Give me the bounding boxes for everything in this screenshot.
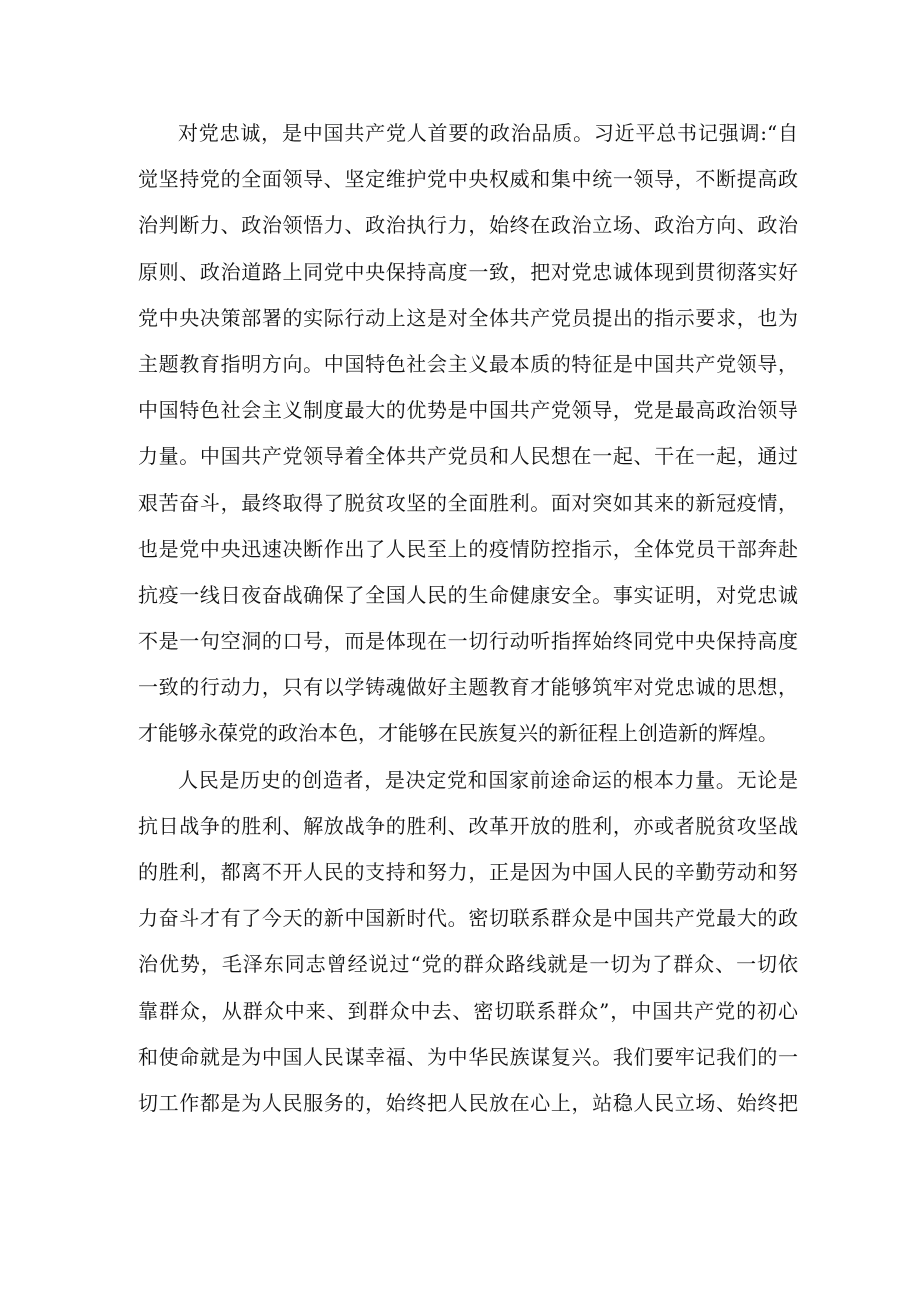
paragraph-line: 主题教育指明方向。中国特色社会主义最本质的特征是中国共产党领导， bbox=[138, 351, 798, 376]
paragraph-1 bbox=[138, 110, 798, 757]
paragraph-line: 也是党中央迅速决断作出了人民至上的疫情防控指示，全体党员干部奔赴 bbox=[138, 536, 798, 561]
paragraph-line: 党中央决策部署的实际行动上这是对全体共产党员提出的指示要求，也为 bbox=[138, 305, 798, 330]
paragraph-line: 力量。中国共产党领导着全体共产党员和人民想在一起、干在一起，通过 bbox=[138, 444, 798, 469]
paragraph-line: 治优势，毛泽东同志曾经说过“党的群众路线就是一切为了群众、一切依 bbox=[138, 952, 798, 977]
paragraph-line: 对党忠诚，是中国共产党人首要的政治品质。习近平总书记强调:“自 bbox=[178, 121, 798, 145]
paragraph-line: 的胜利，都离不开人民的支持和努力，正是因为中国人民的辛勤劳动和努 bbox=[138, 860, 798, 884]
paragraph-line: 治判断力、政治领悟力、政治执行力，始终在政治立场、政治方向、政治 bbox=[138, 213, 798, 238]
paragraph-line: 抗日战争的胜利、解放战争的胜利、改革开放的胜利，亦或者脱贫攻坚战 bbox=[138, 813, 798, 838]
paragraph-line: 切工作都是为人民服务的，始终把人民放在心上，站稳人民立场、始终把 bbox=[138, 1090, 798, 1115]
paragraph-line: 力奋斗才有了今天的新中国新时代。密切联系群众是中国共产党最大的政 bbox=[138, 906, 798, 931]
paragraph-line: 和使命就是为中国人民谋幸福、为中华民族谋复兴。我们要牢记我们的一 bbox=[138, 1044, 798, 1069]
paragraph-line: 觉坚持党的全面领导、坚定维护党中央权威和集中统一领导，不断提高政 bbox=[138, 167, 798, 192]
paragraph-line: 中国特色社会主义制度最大的优势是中国共产党领导，党是最高政治领导 bbox=[138, 398, 798, 423]
document-body bbox=[138, 110, 798, 1126]
paragraph-line: 才能够永葆党的政治本色，才能够在民族复兴的新征程上创造新的辉煌。 bbox=[138, 721, 778, 746]
paragraph-line: 抗疫一线日夜奋战确保了全国人民的生命健康安全。事实证明，对党忠诚 bbox=[138, 582, 798, 607]
paragraph-line: 艰苦奋斗，最终取得了脱贫攻坚的全面胜利。面对突如其来的新冠疫情， bbox=[138, 490, 798, 515]
paragraph-line: 不是一句空洞的口号，而是体现在一切行动听指挥始终同党中央保持高度 bbox=[138, 629, 798, 654]
paragraph-line: 原则、政治道路上同党中央保持高度一致，把对党忠诚体现到贯彻落实好 bbox=[138, 259, 798, 284]
paragraph-2 bbox=[138, 757, 798, 1127]
paragraph-line: 一致的行动力，只有以学铸魂做好主题教育才能够筑牢对党忠诚的思想， bbox=[138, 675, 798, 700]
paragraph-line: 人民是历史的创造者，是决定党和国家前途命运的根本力量。无论是 bbox=[178, 767, 798, 792]
paragraph-line: 靠群众，从群众中来、到群众中去、密切联系群众”，中国共产党的初心 bbox=[138, 998, 798, 1023]
